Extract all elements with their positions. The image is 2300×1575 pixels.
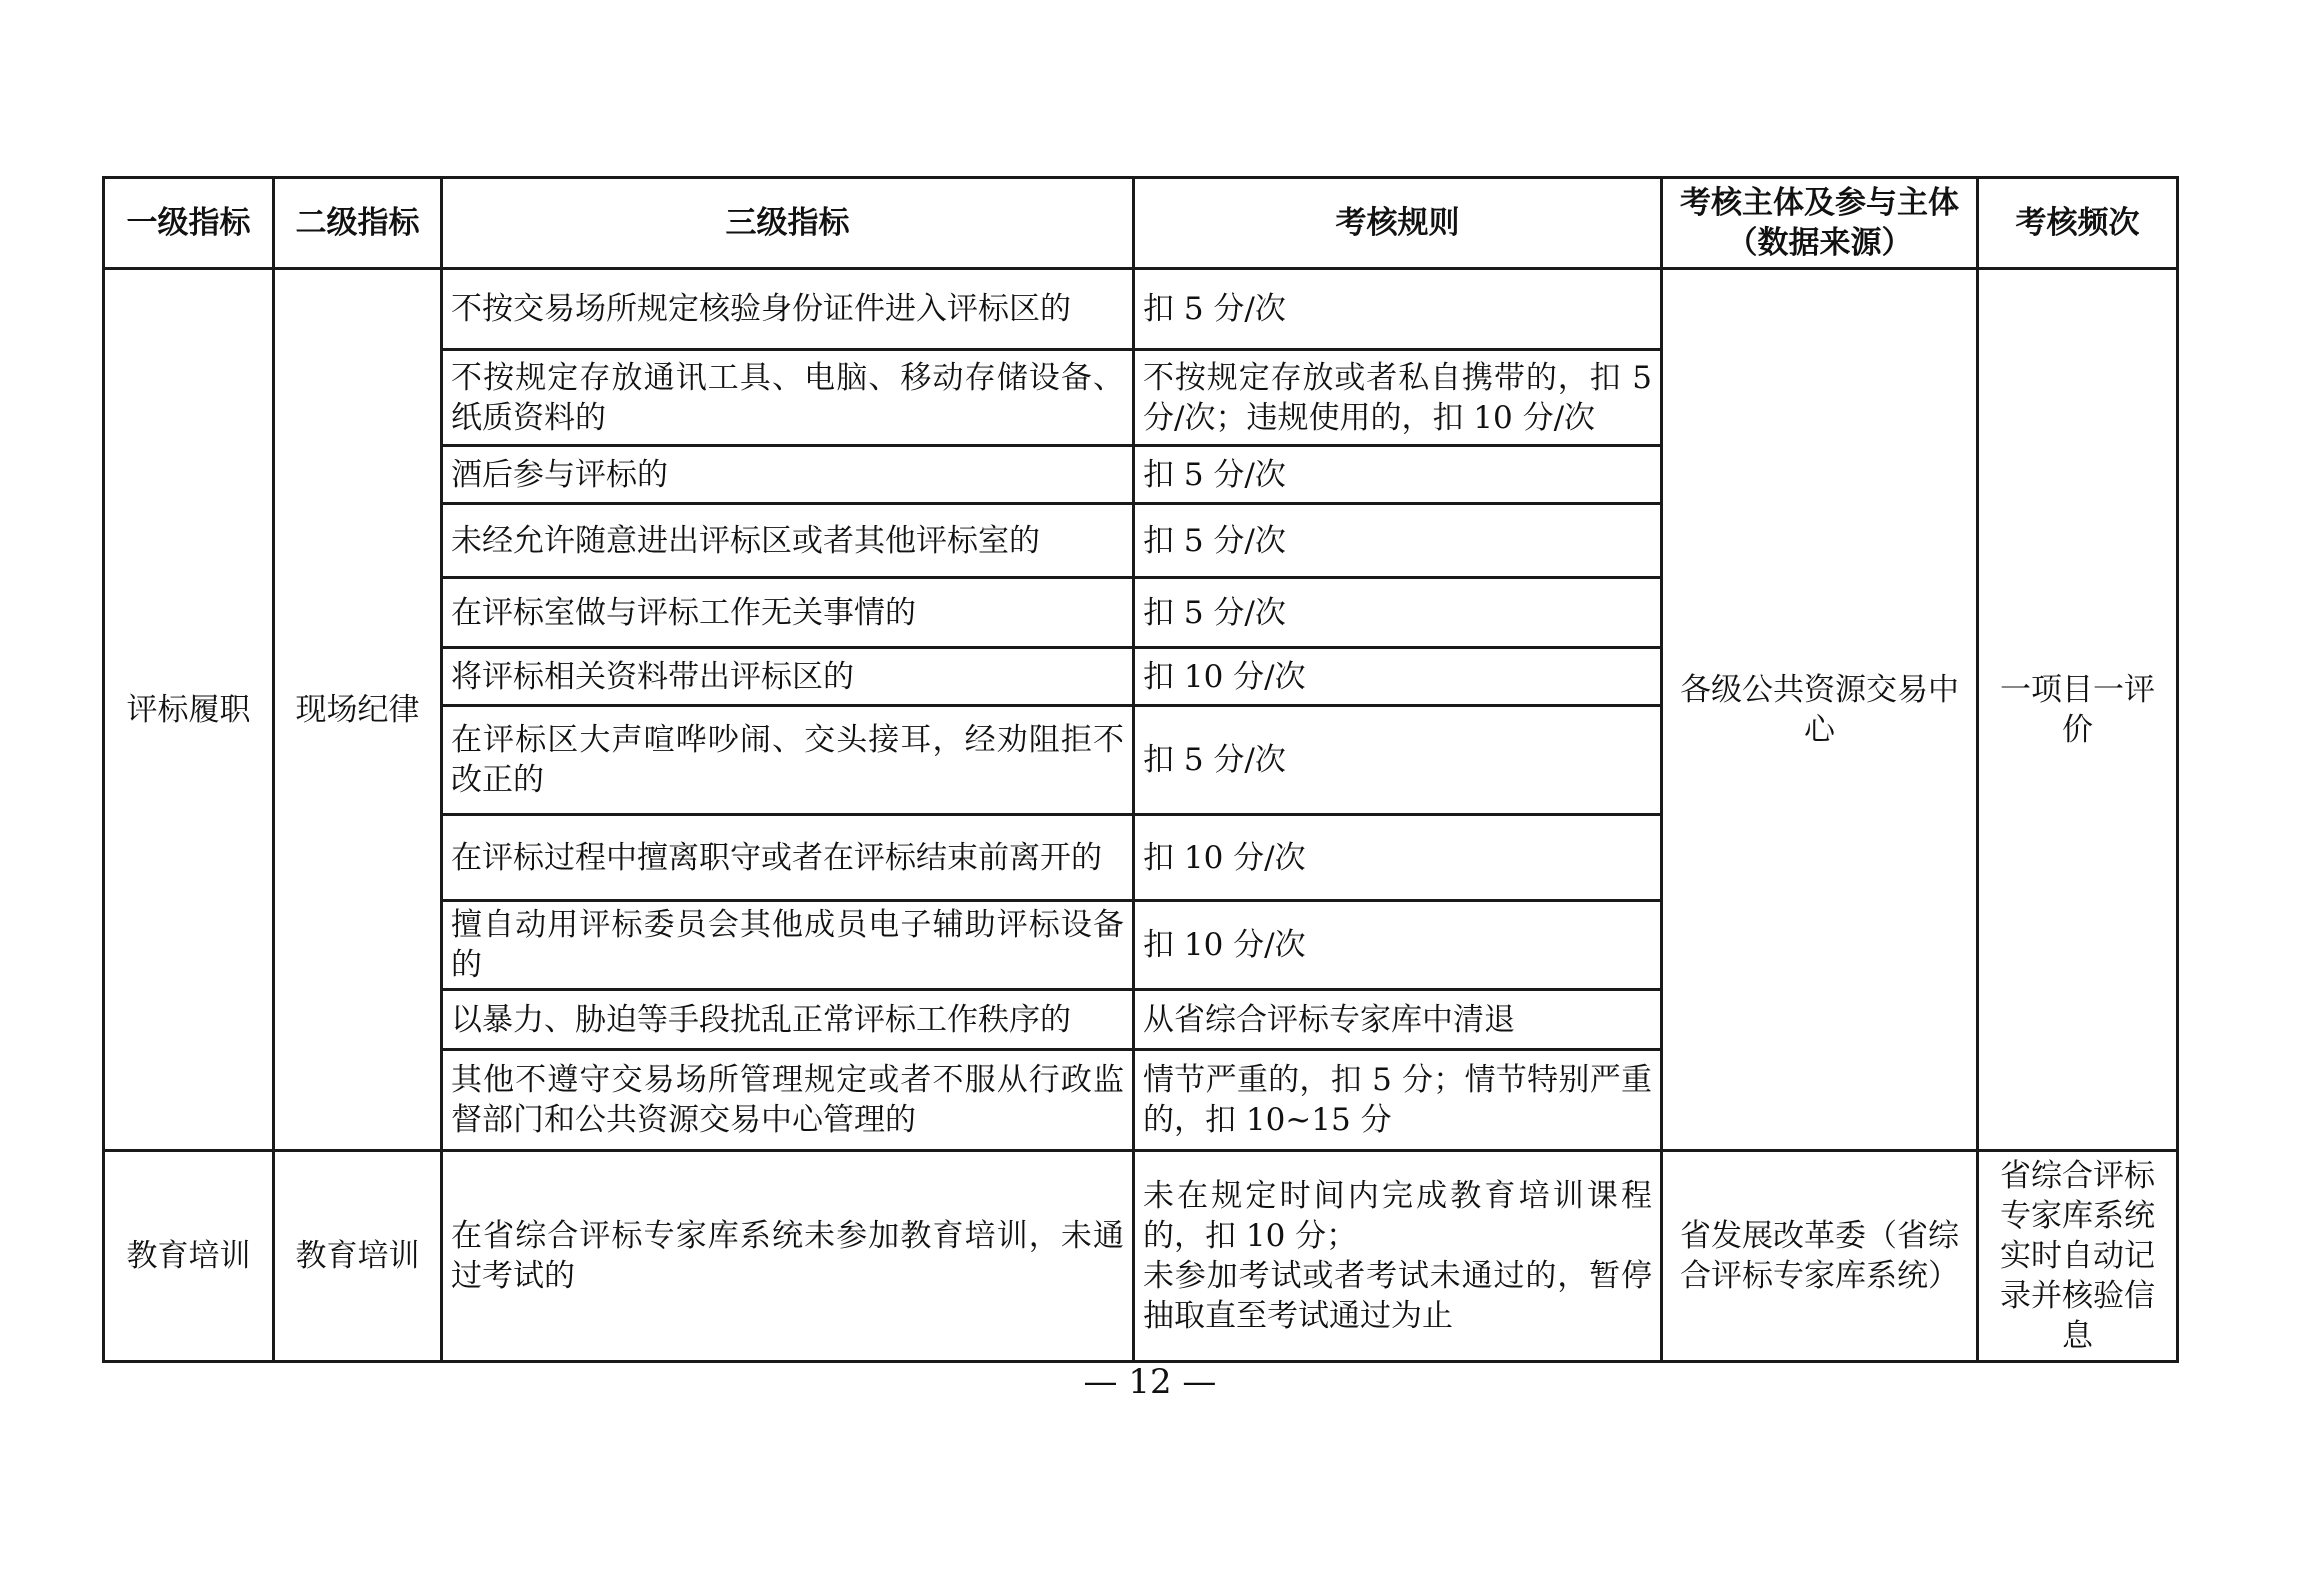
rule-line-2: 未参加考试或者考试未通过的，暂停抽取直至考试通过为止 xyxy=(1143,1258,1652,1334)
page-number: — 12 — xyxy=(1083,1362,1217,1402)
level1-cell: 教育培训 xyxy=(104,1151,274,1362)
level3-cell: 不按规定存放通讯工具、电脑、移动存储设备、纸质资料的 xyxy=(442,350,1134,446)
level3-cell: 不按交易场所规定核验身份证件进入评标区的 xyxy=(442,269,1134,350)
level2-cell: 现场纪律 xyxy=(274,269,442,1151)
header-row xyxy=(104,178,2178,269)
rule-cell: 从省综合评标专家库中清退 xyxy=(1134,990,1662,1050)
header-subject: 考核主体及参与主体（数据来源） xyxy=(1662,178,1978,269)
level1-cell: 评标履职 xyxy=(104,269,274,1151)
level3-cell: 未经允许随意进出评标区或者其他评标室的 xyxy=(442,504,1134,578)
rule-cell: 扣 5 分/次 xyxy=(1134,706,1662,815)
table-row xyxy=(104,269,2178,350)
indicator-table xyxy=(102,176,2179,1363)
level2-cell: 教育培训 xyxy=(274,1151,442,1362)
header-level3: 三级指标 xyxy=(442,178,1134,269)
frequency-cell: 省综合评标专家库系统实时自动记录并核验信息 xyxy=(1978,1151,2178,1362)
rule-line-1: 未在规定时间内完成教育培训课程的，扣 10 分； xyxy=(1143,1178,1652,1254)
level3-cell: 擅自动用评标委员会其他成员电子辅助评标设备的 xyxy=(442,901,1134,990)
level3-cell: 其他不遵守交易场所管理规定或者不服从行政监督部门和公共资源交易中心管理的 xyxy=(442,1050,1134,1151)
rule-cell: 扣 5 分/次 xyxy=(1134,504,1662,578)
level3-cell: 酒后参与评标的 xyxy=(442,446,1134,504)
level3-cell: 在评标室做与评标工作无关事情的 xyxy=(442,578,1134,648)
level3-cell: 以暴力、胁迫等手段扰乱正常评标工作秩序的 xyxy=(442,990,1134,1050)
header-level1: 一级指标 xyxy=(104,178,274,269)
level3-cell: 将评标相关资料带出评标区的 xyxy=(442,648,1134,706)
rule-cell: 不按规定存放或者私自携带的，扣 5 分/次；违规使用的，扣 10 分/次 xyxy=(1134,350,1662,446)
subject-cell: 各级公共资源交易中心 xyxy=(1662,269,1978,1151)
rule-cell: 扣 10 分/次 xyxy=(1134,901,1662,990)
header-frequency: 考核频次 xyxy=(1978,178,2178,269)
level3-cell: 在评标区大声喧哗吵闹、交头接耳，经劝阻拒不改正的 xyxy=(442,706,1134,815)
rule-cell: 扣 5 分/次 xyxy=(1134,578,1662,648)
frequency-cell: 一项目一评价 xyxy=(1978,269,2178,1151)
rule-cell: 扣 5 分/次 xyxy=(1134,269,1662,350)
subject-cell: 省发展改革委（省综合评标专家库系统） xyxy=(1662,1151,1978,1362)
rule-cell xyxy=(1134,1151,1662,1362)
level3-cell: 在评标过程中擅离职守或者在评标结束前离开的 xyxy=(442,815,1134,901)
rule-cell: 情节严重的，扣 5 分；情节特别严重的，扣 10~15 分 xyxy=(1134,1050,1662,1151)
header-rule: 考核规则 xyxy=(1134,178,1662,269)
rule-cell: 扣 10 分/次 xyxy=(1134,815,1662,901)
table-row xyxy=(104,1151,2178,1362)
header-level2: 二级指标 xyxy=(274,178,442,269)
level3-cell: 在省综合评标专家库系统未参加教育培训，未通过考试的 xyxy=(442,1151,1134,1362)
rule-cell: 扣 10 分/次 xyxy=(1134,648,1662,706)
rule-cell: 扣 5 分/次 xyxy=(1134,446,1662,504)
